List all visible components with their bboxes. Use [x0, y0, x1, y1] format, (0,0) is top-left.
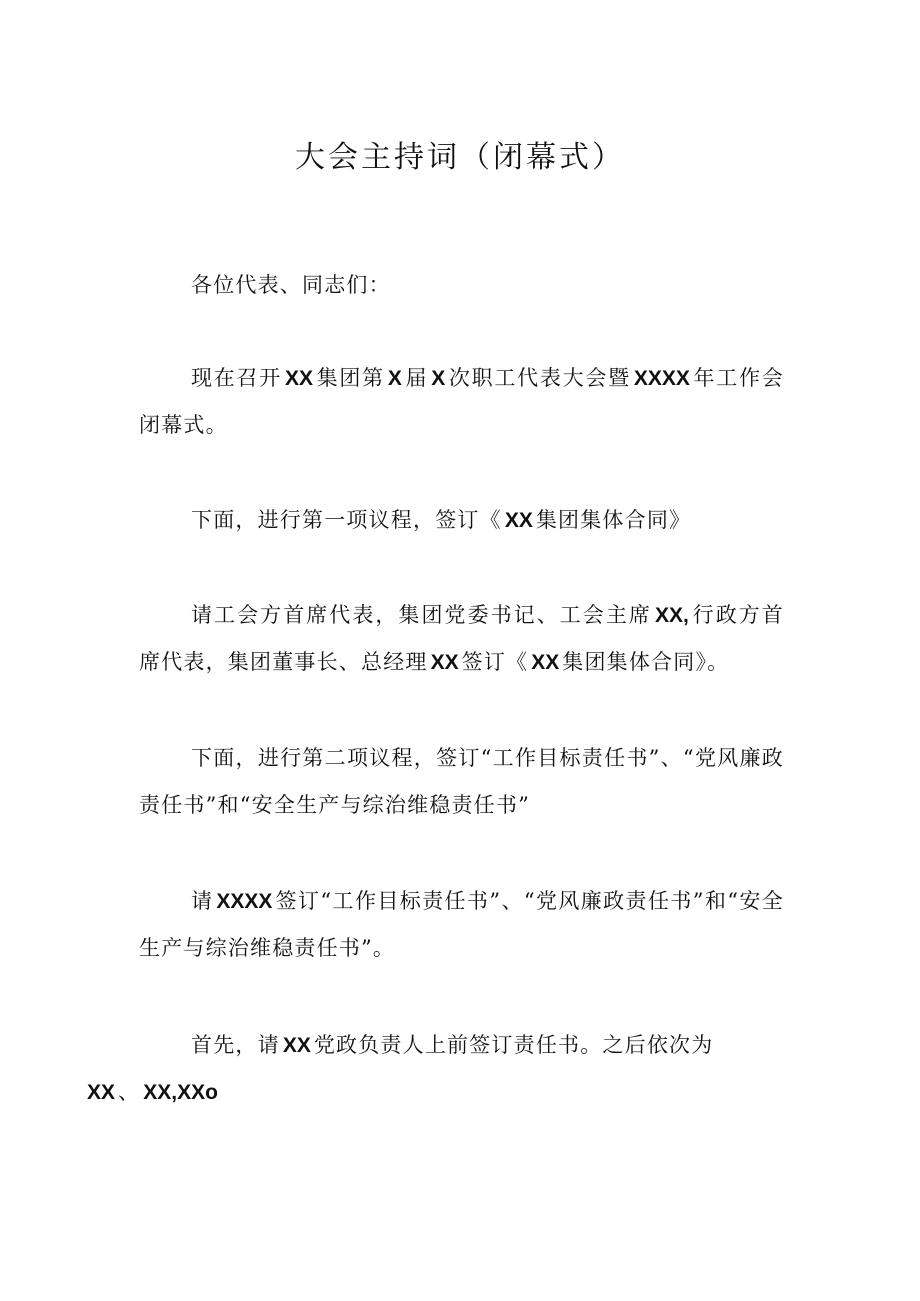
placeholder-text: XX,	[654, 604, 689, 627]
text-segment: 集团第	[316, 366, 385, 390]
text-segment: 年工作会闭幕式。	[139, 366, 784, 437]
responsibility-signing-paragraph	[139, 878, 784, 972]
contract-signing-paragraph	[139, 592, 784, 686]
text-segment: 行政方首席代表，集团董事长、总经理	[139, 603, 785, 674]
placeholder-text: XX	[285, 367, 314, 390]
placeholder-text: XX	[87, 1081, 116, 1104]
text-segment: 首先，请	[191, 1033, 280, 1057]
text-segment: 次职工代表大会暨	[448, 366, 631, 390]
text-segment: 请工会方首席代表，集团党委书记、工会主席	[191, 603, 652, 627]
placeholder-text: XX	[282, 1034, 311, 1057]
text-segment: 下面，进行第二项议程，签订“工作目标责任书”、“党风廉政责任书”和“安全生产与综治维稳责任书”	[139, 746, 784, 817]
signing-order-paragraph	[87, 1022, 784, 1116]
agenda-item-1-paragraph	[139, 497, 784, 544]
document-title: 大会主持词（闭幕式）	[295, 140, 625, 175]
salutation-text: 各位代表、同志们：	[191, 273, 391, 297]
text-segment: 请	[191, 889, 214, 913]
text-segment: 签订《	[461, 650, 529, 674]
salutation-paragraph	[139, 262, 784, 309]
text-segment: 党政负责人上前签订责任书。之后依次为	[313, 1033, 714, 1057]
text-segment: 届	[404, 366, 429, 390]
placeholder-text: XX	[531, 651, 560, 674]
placeholder-text: XXXX	[216, 890, 273, 913]
text-segment: 现在召开	[191, 366, 283, 390]
placeholder-text: X	[431, 367, 446, 390]
text-segment: 集团集体合同》	[535, 508, 692, 532]
placeholder-text: XX	[504, 509, 533, 532]
text-segment: 签订“工作目标责任书”、“党风廉政责任书”和“安全生产与综治维稳责任书”。	[139, 889, 784, 960]
text-segment: 集团集体合同》。	[562, 650, 730, 674]
text-segment: 下面，进行第一项议程，签订《	[191, 508, 502, 532]
text-segment: 、	[118, 1080, 141, 1104]
placeholder-text: XX,XXo	[143, 1081, 218, 1104]
placeholder-text: XXXX	[633, 367, 690, 390]
placeholder-text: XX	[430, 651, 459, 674]
signing-order-names	[87, 1080, 221, 1104]
opening-paragraph	[139, 355, 784, 449]
agenda-item-2-paragraph	[139, 735, 784, 829]
placeholder-text: X	[387, 367, 402, 390]
